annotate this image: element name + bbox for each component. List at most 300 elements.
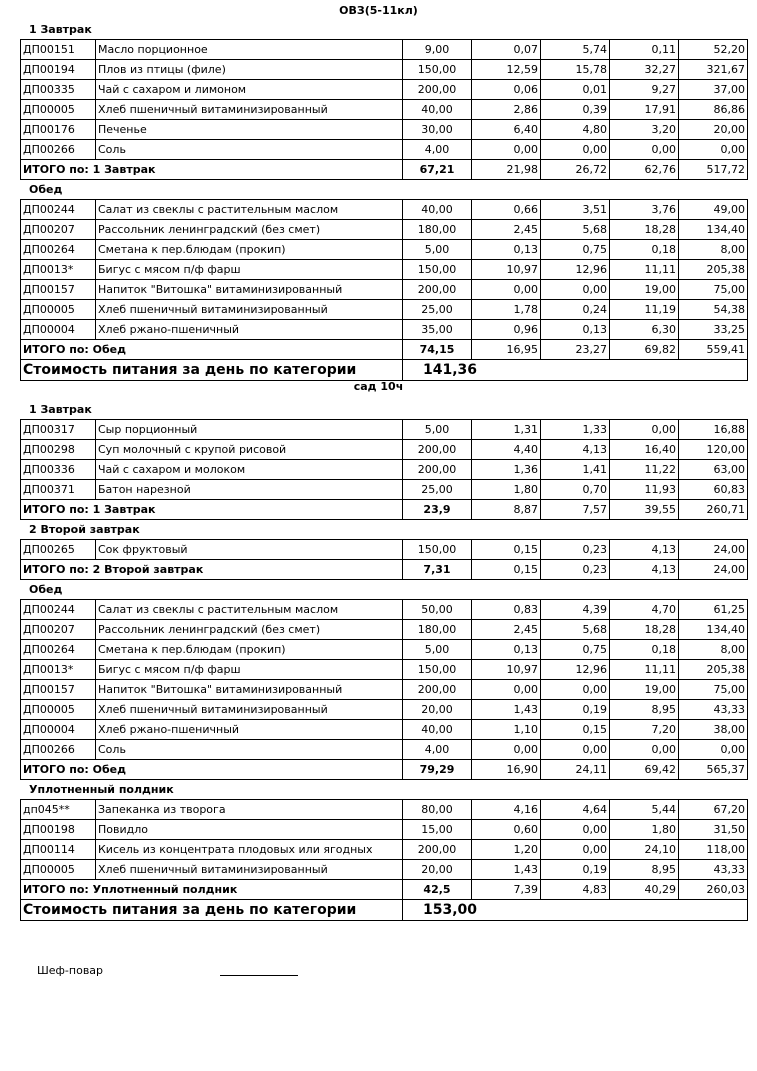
item-code: ДП00317 xyxy=(21,420,96,440)
chef-signature-label: Шеф-повар xyxy=(37,964,104,977)
item-calories: 49,00 xyxy=(679,200,748,220)
total-calories: 260,71 xyxy=(679,500,748,520)
item-weight: 4,00 xyxy=(403,140,472,160)
item-code: ДП00005 xyxy=(21,100,96,120)
item-code: ДП00265 xyxy=(21,540,96,560)
table-row xyxy=(21,660,748,680)
item-protein: 1,20 xyxy=(472,840,541,860)
table-row xyxy=(21,620,748,640)
item-name: Сметана к пер.блюдам (прокип) xyxy=(96,640,403,660)
item-calories: 38,00 xyxy=(679,720,748,740)
item-name: Хлеб пшеничный витаминизированный xyxy=(96,300,403,320)
total-calories: 517,72 xyxy=(679,160,748,180)
item-carbs: 18,28 xyxy=(610,620,679,640)
total-label: ИТОГО по: Обед xyxy=(21,340,403,360)
item-calories: 61,25 xyxy=(679,600,748,620)
table-row xyxy=(21,60,748,80)
total-row xyxy=(21,340,748,360)
item-name: Сыр порционный xyxy=(96,420,403,440)
item-protein: 2,45 xyxy=(472,620,541,640)
section-title: Обед xyxy=(29,183,63,196)
item-code: ДП00207 xyxy=(21,220,96,240)
item-weight: 200,00 xyxy=(403,440,472,460)
total-row xyxy=(21,560,748,580)
item-weight: 40,00 xyxy=(403,720,472,740)
total-row xyxy=(21,500,748,520)
total-label: ИТОГО по: 2 Второй завтрак xyxy=(21,560,403,580)
item-code: ДП00005 xyxy=(21,700,96,720)
item-code: ДП00298 xyxy=(21,440,96,460)
total-protein: 16,95 xyxy=(472,340,541,360)
total-calories: 260,03 xyxy=(679,880,748,900)
section-table xyxy=(20,599,748,780)
table-row xyxy=(21,40,748,60)
item-weight: 200,00 xyxy=(403,680,472,700)
item-carbs: 11,19 xyxy=(610,300,679,320)
item-code: ДП00176 xyxy=(21,120,96,140)
item-protein: 0,07 xyxy=(472,40,541,60)
item-code: ДП00336 xyxy=(21,460,96,480)
item-code: ДП00371 xyxy=(21,480,96,500)
item-name: Хлеб пшеничный витаминизированный xyxy=(96,100,403,120)
table-row xyxy=(21,440,748,460)
item-protein: 0,00 xyxy=(472,740,541,760)
item-carbs: 11,11 xyxy=(610,660,679,680)
item-weight: 5,00 xyxy=(403,240,472,260)
item-protein: 1,80 xyxy=(472,480,541,500)
item-name: Кисель из концентрата плодовых или ягодных xyxy=(96,840,403,860)
item-name: Хлеб ржано-пшеничный xyxy=(96,320,403,340)
total-protein: 0,15 xyxy=(472,560,541,580)
item-protein: 2,86 xyxy=(472,100,541,120)
item-protein: 12,59 xyxy=(472,60,541,80)
item-carbs: 9,27 xyxy=(610,80,679,100)
group-title: сад 10ч xyxy=(353,380,404,393)
item-name: Сметана к пер.блюдам (прокип) xyxy=(96,240,403,260)
item-calories: 75,00 xyxy=(679,280,748,300)
item-weight: 150,00 xyxy=(403,540,472,560)
total-calories: 559,41 xyxy=(679,340,748,360)
table-row xyxy=(21,140,748,160)
total-weight: 74,15 xyxy=(403,340,472,360)
item-weight: 5,00 xyxy=(403,420,472,440)
table-row xyxy=(21,100,748,120)
table-row xyxy=(21,540,748,560)
item-weight: 20,00 xyxy=(403,700,472,720)
item-carbs: 7,20 xyxy=(610,720,679,740)
item-fat: 12,96 xyxy=(541,260,610,280)
item-fat: 4,64 xyxy=(541,800,610,820)
item-name: Напиток "Витошка" витаминизированный xyxy=(96,680,403,700)
item-name: Печенье xyxy=(96,120,403,140)
total-carbs: 40,29 xyxy=(610,880,679,900)
item-name: Салат из свеклы с растительным маслом xyxy=(96,200,403,220)
item-code: ДП0013* xyxy=(21,660,96,680)
item-code: ДП00004 xyxy=(21,720,96,740)
item-carbs: 3,20 xyxy=(610,120,679,140)
item-weight: 150,00 xyxy=(403,60,472,80)
item-name: Соль xyxy=(96,740,403,760)
item-fat: 0,00 xyxy=(541,820,610,840)
total-weight: 42,5 xyxy=(403,880,472,900)
item-protein: 1,43 xyxy=(472,860,541,880)
item-protein: 10,97 xyxy=(472,260,541,280)
total-carbs: 69,42 xyxy=(610,760,679,780)
item-fat: 5,68 xyxy=(541,220,610,240)
table-row xyxy=(21,120,748,140)
item-name: Хлеб пшеничный витаминизированный xyxy=(96,860,403,880)
item-code: ДП00266 xyxy=(21,740,96,760)
item-weight: 200,00 xyxy=(403,280,472,300)
item-code: ДП00244 xyxy=(21,200,96,220)
item-fat: 0,24 xyxy=(541,300,610,320)
table-row xyxy=(21,680,748,700)
table-row xyxy=(21,820,748,840)
item-calories: 16,88 xyxy=(679,420,748,440)
item-calories: 118,00 xyxy=(679,840,748,860)
item-name: Масло порционное xyxy=(96,40,403,60)
section-table xyxy=(20,539,748,580)
table-row xyxy=(21,480,748,500)
cost-row xyxy=(21,360,748,381)
item-protein: 1,43 xyxy=(472,700,541,720)
item-weight: 150,00 xyxy=(403,260,472,280)
item-fat: 0,70 xyxy=(541,480,610,500)
item-protein: 0,66 xyxy=(472,200,541,220)
item-carbs: 19,00 xyxy=(610,280,679,300)
item-calories: 52,20 xyxy=(679,40,748,60)
item-weight: 40,00 xyxy=(403,100,472,120)
item-carbs: 4,13 xyxy=(610,540,679,560)
item-protein: 0,00 xyxy=(472,680,541,700)
item-calories: 134,40 xyxy=(679,620,748,640)
item-carbs: 17,91 xyxy=(610,100,679,120)
item-protein: 1,36 xyxy=(472,460,541,480)
item-name: Бигус с мясом п/ф фарш xyxy=(96,660,403,680)
item-weight: 9,00 xyxy=(403,40,472,60)
item-protein: 1,10 xyxy=(472,720,541,740)
item-weight: 200,00 xyxy=(403,460,472,480)
section-table xyxy=(20,419,748,520)
item-fat: 1,33 xyxy=(541,420,610,440)
total-protein: 7,39 xyxy=(472,880,541,900)
item-code: ДП00335 xyxy=(21,80,96,100)
item-weight: 200,00 xyxy=(403,80,472,100)
item-code: ДП00264 xyxy=(21,240,96,260)
item-fat: 0,00 xyxy=(541,680,610,700)
item-carbs: 3,76 xyxy=(610,200,679,220)
item-fat: 0,75 xyxy=(541,240,610,260)
item-name: Салат из свеклы с растительным маслом xyxy=(96,600,403,620)
table-row xyxy=(21,320,748,340)
item-name: Напиток "Витошка" витаминизированный xyxy=(96,280,403,300)
item-carbs: 18,28 xyxy=(610,220,679,240)
item-calories: 86,86 xyxy=(679,100,748,120)
item-name: Хлеб пшеничный витаминизированный xyxy=(96,700,403,720)
total-row xyxy=(21,160,748,180)
item-fat: 4,13 xyxy=(541,440,610,460)
item-protein: 1,31 xyxy=(472,420,541,440)
total-fat: 24,11 xyxy=(541,760,610,780)
item-carbs: 24,10 xyxy=(610,840,679,860)
item-protein: 0,13 xyxy=(472,640,541,660)
item-protein: 2,45 xyxy=(472,220,541,240)
item-code: ДП00198 xyxy=(21,820,96,840)
item-fat: 1,41 xyxy=(541,460,610,480)
item-weight: 20,00 xyxy=(403,860,472,880)
table-row xyxy=(21,800,748,820)
item-carbs: 8,95 xyxy=(610,860,679,880)
section-table xyxy=(20,199,748,381)
item-calories: 31,50 xyxy=(679,820,748,840)
item-weight: 150,00 xyxy=(403,660,472,680)
item-carbs: 0,00 xyxy=(610,420,679,440)
item-weight: 40,00 xyxy=(403,200,472,220)
total-carbs: 62,76 xyxy=(610,160,679,180)
item-weight: 200,00 xyxy=(403,840,472,860)
item-calories: 63,00 xyxy=(679,460,748,480)
item-carbs: 0,18 xyxy=(610,240,679,260)
item-calories: 0,00 xyxy=(679,140,748,160)
item-carbs: 8,95 xyxy=(610,700,679,720)
item-calories: 54,38 xyxy=(679,300,748,320)
item-code: дп045** xyxy=(21,800,96,820)
item-code: ДП00244 xyxy=(21,600,96,620)
table-row xyxy=(21,240,748,260)
total-carbs: 4,13 xyxy=(610,560,679,580)
item-name: Хлеб ржано-пшеничный xyxy=(96,720,403,740)
item-calories: 134,40 xyxy=(679,220,748,240)
item-fat: 0,15 xyxy=(541,720,610,740)
total-label: ИТОГО по: 1 Завтрак xyxy=(21,500,403,520)
cost-label: Стоимость питания за день по категории xyxy=(21,360,403,381)
table-row xyxy=(21,420,748,440)
item-code: ДП0013* xyxy=(21,260,96,280)
table-row xyxy=(21,200,748,220)
item-protein: 0,83 xyxy=(472,600,541,620)
item-protein: 4,40 xyxy=(472,440,541,460)
item-fat: 0,19 xyxy=(541,700,610,720)
item-protein: 0,15 xyxy=(472,540,541,560)
section-title: Обед xyxy=(29,583,63,596)
item-protein: 0,13 xyxy=(472,240,541,260)
item-carbs: 0,00 xyxy=(610,140,679,160)
item-weight: 50,00 xyxy=(403,600,472,620)
total-carbs: 69,82 xyxy=(610,340,679,360)
item-name: Рассольник ленинградский (без смет) xyxy=(96,620,403,640)
table-row xyxy=(21,220,748,240)
section-table xyxy=(20,799,748,921)
total-fat: 0,23 xyxy=(541,560,610,580)
item-calories: 8,00 xyxy=(679,240,748,260)
item-fat: 12,96 xyxy=(541,660,610,680)
item-code: ДП00264 xyxy=(21,640,96,660)
cost-row xyxy=(21,900,748,921)
item-code: ДП00005 xyxy=(21,300,96,320)
section-title: 2 Второй завтрак xyxy=(29,523,140,536)
total-weight: 79,29 xyxy=(403,760,472,780)
item-name: Суп молочный с крупой рисовой xyxy=(96,440,403,460)
total-calories: 565,37 xyxy=(679,760,748,780)
item-calories: 20,00 xyxy=(679,120,748,140)
item-carbs: 16,40 xyxy=(610,440,679,460)
total-fat: 23,27 xyxy=(541,340,610,360)
item-protein: 0,60 xyxy=(472,820,541,840)
total-protein: 21,98 xyxy=(472,160,541,180)
section-title: Уплотненный полдник xyxy=(29,783,174,796)
item-carbs: 32,27 xyxy=(610,60,679,80)
item-protein: 0,96 xyxy=(472,320,541,340)
item-protein: 0,00 xyxy=(472,280,541,300)
item-protein: 4,16 xyxy=(472,800,541,820)
total-fat: 26,72 xyxy=(541,160,610,180)
total-row xyxy=(21,880,748,900)
item-name: Плов из птицы (филе) xyxy=(96,60,403,80)
item-name: Чай с сахаром и лимоном xyxy=(96,80,403,100)
total-carbs: 39,55 xyxy=(610,500,679,520)
total-label: ИТОГО по: Уплотненный полдник xyxy=(21,880,403,900)
item-code: ДП00004 xyxy=(21,320,96,340)
item-carbs: 1,80 xyxy=(610,820,679,840)
item-carbs: 0,11 xyxy=(610,40,679,60)
item-code: ДП00114 xyxy=(21,840,96,860)
item-name: Запеканка из творога xyxy=(96,800,403,820)
item-fat: 5,74 xyxy=(541,40,610,60)
item-calories: 33,25 xyxy=(679,320,748,340)
item-name: Батон нарезной xyxy=(96,480,403,500)
item-fat: 0,00 xyxy=(541,740,610,760)
item-name: Бигус с мясом п/ф фарш xyxy=(96,260,403,280)
item-fat: 3,51 xyxy=(541,200,610,220)
item-protein: 6,40 xyxy=(472,120,541,140)
item-fat: 0,13 xyxy=(541,320,610,340)
item-weight: 30,00 xyxy=(403,120,472,140)
item-fat: 0,75 xyxy=(541,640,610,660)
item-carbs: 0,00 xyxy=(610,740,679,760)
item-weight: 25,00 xyxy=(403,300,472,320)
item-calories: 37,00 xyxy=(679,80,748,100)
item-carbs: 6,30 xyxy=(610,320,679,340)
item-fat: 15,78 xyxy=(541,60,610,80)
item-code: ДП00005 xyxy=(21,860,96,880)
item-protein: 10,97 xyxy=(472,660,541,680)
total-protein: 16,90 xyxy=(472,760,541,780)
item-fat: 4,39 xyxy=(541,600,610,620)
item-name: Сок фруктовый xyxy=(96,540,403,560)
table-row xyxy=(21,460,748,480)
item-fat: 0,23 xyxy=(541,540,610,560)
table-row xyxy=(21,860,748,880)
cost-label: Стоимость питания за день по категории xyxy=(21,900,403,921)
item-fat: 0,00 xyxy=(541,280,610,300)
page-title: ОВЗ(5-11кл) xyxy=(339,4,418,17)
item-weight: 180,00 xyxy=(403,620,472,640)
item-carbs: 11,11 xyxy=(610,260,679,280)
table-row xyxy=(21,600,748,620)
item-weight: 80,00 xyxy=(403,800,472,820)
item-calories: 60,83 xyxy=(679,480,748,500)
item-code: ДП00151 xyxy=(21,40,96,60)
item-calories: 24,00 xyxy=(679,540,748,560)
item-carbs: 0,18 xyxy=(610,640,679,660)
item-calories: 75,00 xyxy=(679,680,748,700)
item-fat: 0,19 xyxy=(541,860,610,880)
total-label: ИТОГО по: Обед xyxy=(21,760,403,780)
table-row xyxy=(21,280,748,300)
item-fat: 0,01 xyxy=(541,80,610,100)
item-protein: 0,06 xyxy=(472,80,541,100)
item-name: Соль xyxy=(96,140,403,160)
total-protein: 8,87 xyxy=(472,500,541,520)
total-weight: 23,9 xyxy=(403,500,472,520)
table-row xyxy=(21,700,748,720)
table-row xyxy=(21,720,748,740)
item-calories: 43,33 xyxy=(679,860,748,880)
total-row xyxy=(21,760,748,780)
item-calories: 8,00 xyxy=(679,640,748,660)
item-fat: 4,80 xyxy=(541,120,610,140)
item-calories: 205,38 xyxy=(679,660,748,680)
item-calories: 43,33 xyxy=(679,700,748,720)
table-row xyxy=(21,740,748,760)
section-title: 1 Завтрак xyxy=(29,403,92,416)
item-protein: 1,78 xyxy=(472,300,541,320)
cost-value: 141,36 xyxy=(403,360,748,381)
item-code: ДП00157 xyxy=(21,280,96,300)
item-calories: 0,00 xyxy=(679,740,748,760)
signature-line xyxy=(220,975,298,976)
item-carbs: 11,22 xyxy=(610,460,679,480)
item-calories: 321,67 xyxy=(679,60,748,80)
item-weight: 35,00 xyxy=(403,320,472,340)
item-fat: 5,68 xyxy=(541,620,610,640)
item-code: ДП00266 xyxy=(21,140,96,160)
item-fat: 0,00 xyxy=(541,840,610,860)
table-row xyxy=(21,300,748,320)
item-weight: 5,00 xyxy=(403,640,472,660)
item-protein: 0,00 xyxy=(472,140,541,160)
section-title: 1 Завтрак xyxy=(29,23,92,36)
item-weight: 180,00 xyxy=(403,220,472,240)
item-code: ДП00207 xyxy=(21,620,96,640)
item-name: Повидло xyxy=(96,820,403,840)
table-row xyxy=(21,840,748,860)
item-calories: 67,20 xyxy=(679,800,748,820)
item-calories: 205,38 xyxy=(679,260,748,280)
table-row xyxy=(21,260,748,280)
total-label: ИТОГО по: 1 Завтрак xyxy=(21,160,403,180)
table-row xyxy=(21,640,748,660)
total-fat: 7,57 xyxy=(541,500,610,520)
item-carbs: 4,70 xyxy=(610,600,679,620)
total-fat: 4,83 xyxy=(541,880,610,900)
item-weight: 25,00 xyxy=(403,480,472,500)
item-carbs: 11,93 xyxy=(610,480,679,500)
item-name: Чай с сахаром и молоком xyxy=(96,460,403,480)
item-code: ДП00157 xyxy=(21,680,96,700)
cost-value: 153,00 xyxy=(403,900,748,921)
item-carbs: 5,44 xyxy=(610,800,679,820)
item-weight: 15,00 xyxy=(403,820,472,840)
item-calories: 120,00 xyxy=(679,440,748,460)
item-carbs: 19,00 xyxy=(610,680,679,700)
item-fat: 0,39 xyxy=(541,100,610,120)
section-table xyxy=(20,39,748,180)
item-code: ДП00194 xyxy=(21,60,96,80)
total-weight: 7,31 xyxy=(403,560,472,580)
total-calories: 24,00 xyxy=(679,560,748,580)
item-name: Рассольник ленинградский (без смет) xyxy=(96,220,403,240)
